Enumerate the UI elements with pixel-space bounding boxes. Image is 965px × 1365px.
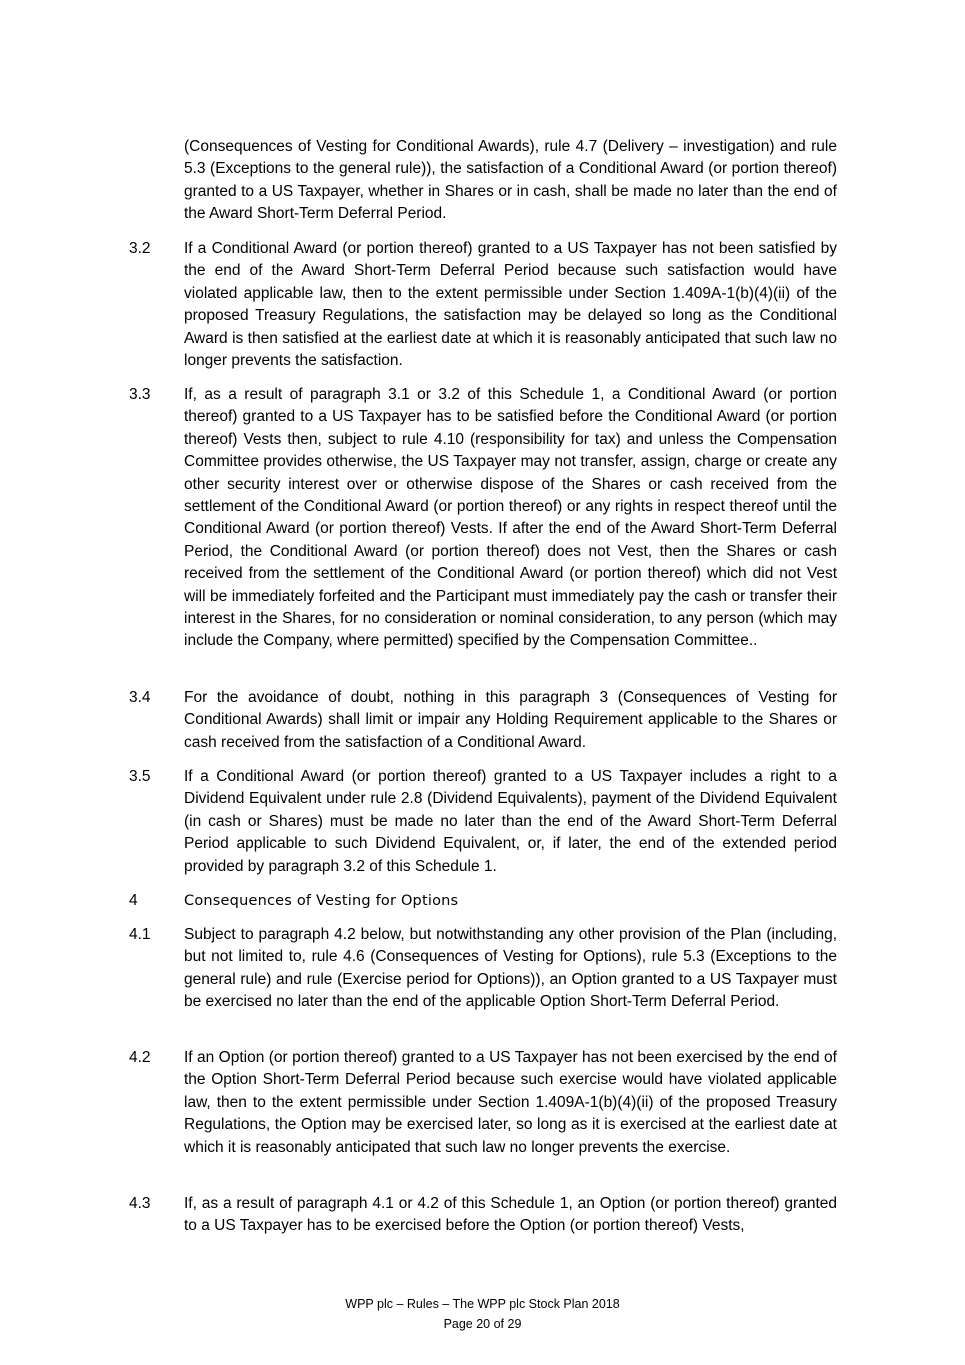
footer-document-title: WPP plc – Rules – The WPP plc Stock Plan 2018 — [345, 1297, 620, 1311]
paragraph-number: 3.5 — [129, 768, 151, 785]
paragraph-text: Subject to paragraph 4.2 below, but notwithstanding any other provision of the Plan (including, but not limited to, rule 4.6 (Consequences of Vesting for Options), rule 5.3 (Exceptions to the general rule) and rule (Exercise period for Options)), an Option granted to a US Taxpayer must be exercised no later than the end of the applicable Option Short-Term Deferral Period. — [184, 926, 837, 1011]
paragraph-text: If a Conditional Award (or portion thereof) granted to a US Taxpayer includes a right to a Dividend Equivalent under rule 2.8 (Dividend Equivalents), payment of the Dividend Equivalent (in cash or Shares) must be made no later than the end of the Award Short-Term Deferral Period applicable to such Dividend Equivalent, or, if later, the end of the extended period provided by paragraph 3.2 of this Schedule 1. — [184, 768, 837, 875]
paragraph-number: 4.3 — [129, 1195, 151, 1212]
paragraph-number: 4.2 — [129, 1049, 151, 1066]
paragraph-number: 3.4 — [129, 689, 151, 706]
footer-page-number: Page 20 of 29 — [443, 1317, 522, 1331]
paragraph-number: 3.2 — [129, 240, 151, 257]
paragraph-number: 4.1 — [129, 926, 151, 943]
paragraph-text: If an Option (or portion thereof) granted to a US Taxpayer has not been exercised by the end of the Option Short-Term Deferral Period because such exercise would have violated applicable law, then to the extent permissible under Section 1.409A-1(b)(4)(ii) of the proposed Treasury Regulations, the Option may be exercised later, so long as it is exercised at the earliest date at which it is reasonably anticipated that such law no longer prevents the exercise. — [184, 1049, 837, 1156]
paragraph-number: 3.3 — [129, 386, 151, 403]
continuation-paragraph: (Consequences of Vesting for Conditional Awards), rule 4.7 (Delivery – investigation) and rule 5.3 (Exceptions to the general rule)), the satisfaction of a Conditional Award (or portion thereof) granted to a US Taxpayer, whether in Shares or in cash, shall be made no later than the end of the Award Short-Term Deferral Period. — [184, 138, 837, 223]
section-number: 4 — [129, 892, 138, 909]
paragraph-text: If, as a result of paragraph 4.1 or 4.2 of this Schedule 1, an Option (or portion thereof) granted to a US Taxpayer has to be exercised before the Option (or portion thereof) Vests, — [184, 1195, 837, 1235]
paragraph-text: If, as a result of paragraph 3.1 or 3.2 of this Schedule 1, a Conditional Award (or portion thereof) granted to a US Taxpayer has to be satisfied before the Conditional Award (or portion thereof) Vests then, subject to rule 4.10 (responsibility for tax) and unless the Compensation Committee provides otherwise, the US Taxpayer may not transfer, assign, charge or create any other security interest over or otherwise dispose of the Shares or cash received from the settlement of the Conditional Award (or portion thereof) or any rights in respect thereof until the Conditional Award (or portion thereof) Vests. If after the end of the Award Short-Term Deferral Period, the Conditional Award (or portion thereof) does not Vest, then the Shares or cash received from the settlement of the Conditional Award (or portion thereof) which did not Vest will be immediately forfeited and the Participant must immediately pay the cash or transfer their interest in the Shares, for no consideration or nominal consideration, to any person (which may include the Company, where permitted) specified by the Compensation Committee.. — [184, 386, 837, 650]
paragraph-text: For the avoidance of doubt, nothing in this paragraph 3 (Consequences of Vesting for Conditional Awards) shall limit or impair any Holding Requirement applicable to the Shares or cash received from the satisfaction of a Conditional Award. — [184, 689, 837, 751]
section-heading: Consequences of Vesting for Options — [184, 893, 459, 909]
paragraph-text: If a Conditional Award (or portion thereof) granted to a US Taxpayer has not been satisfied by the end of the Award Short-Term Deferral Period because such satisfaction would have violated applicable law, then to the extent permissible under Section 1.409A-1(b)(4)(ii) of the proposed Treasury Regulations, the satisfaction may be delayed so long as the Conditional Award is then satisfied at the earliest date at which it is reasonably anticipated that such law no longer prevents the satisfaction. — [184, 240, 837, 370]
